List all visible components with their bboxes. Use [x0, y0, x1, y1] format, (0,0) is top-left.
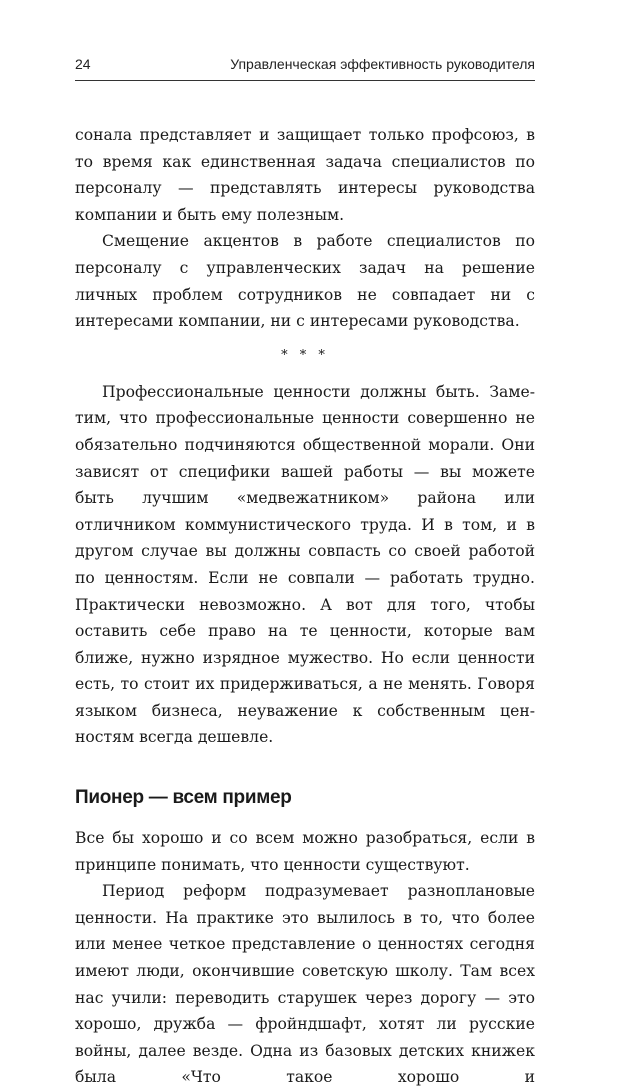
paragraph: Профессиональные ценности должны быть. Заметим, что профессиональные ценности совершенно не обязательно подчиняются общественной морали. Они зависят от специфики вашей работы — вы можете быть лучшим «медвежатником» района или отличником коммунистического труда. И в том, и в другом случае вы должны совпасть со своей работой по ценностям. Если не совпали — работать трудно. Практически невозможно. А вот для того, чтобы оставить себе право на те ценности, которые вам ближе, нужно изрядное мужество. Но если ценности есть, то стоит их придерживаться, а не менять. Говоря языком бизнеса, неуважение к собственным ценностям всегда дешевле.	[75, 382, 535, 747]
paragraph-continuation: сонала представляет и защищает только профсоюз, в то время как единственная задача специалистов по персоналу — представлять интересы руководства компании и быть ему полезным.	[75, 126, 535, 224]
section-separator: * * *	[281, 347, 329, 363]
section-heading: Пионер — всем пример	[75, 787, 292, 809]
body-text	[75, 122, 535, 1091]
running-header	[75, 50, 535, 72]
paragraph: Смещение акцентов в работе специалистов по персоналу с управленческих задач на решение личных проблем сотрудников не совпадает ни с интересами компании, ни с интересами руководства.	[75, 232, 535, 331]
paragraph: Все бы хорошо и со всем можно разобраться, если в принципе понимать, что ценности существуют.	[75, 829, 535, 874]
book-title: Управленческая эффективность руководителя	[230, 56, 535, 72]
header-rule	[75, 80, 535, 81]
page-number: 24	[75, 56, 91, 72]
paragraph: Период реформ подразумевает разноплановые ценности. На практике это вылилось в то, что более или менее четкое представление о ценностях сегодня имеют люди, окончившие советскую школу. Там всех нас учили: переводить старушек через дорогу — это хорошо, дружба — фройндшафт, хотят ли русские войны, далее везде. Одна из базовых детских книжек была «Что такое хорошо и	[75, 882, 535, 1087]
